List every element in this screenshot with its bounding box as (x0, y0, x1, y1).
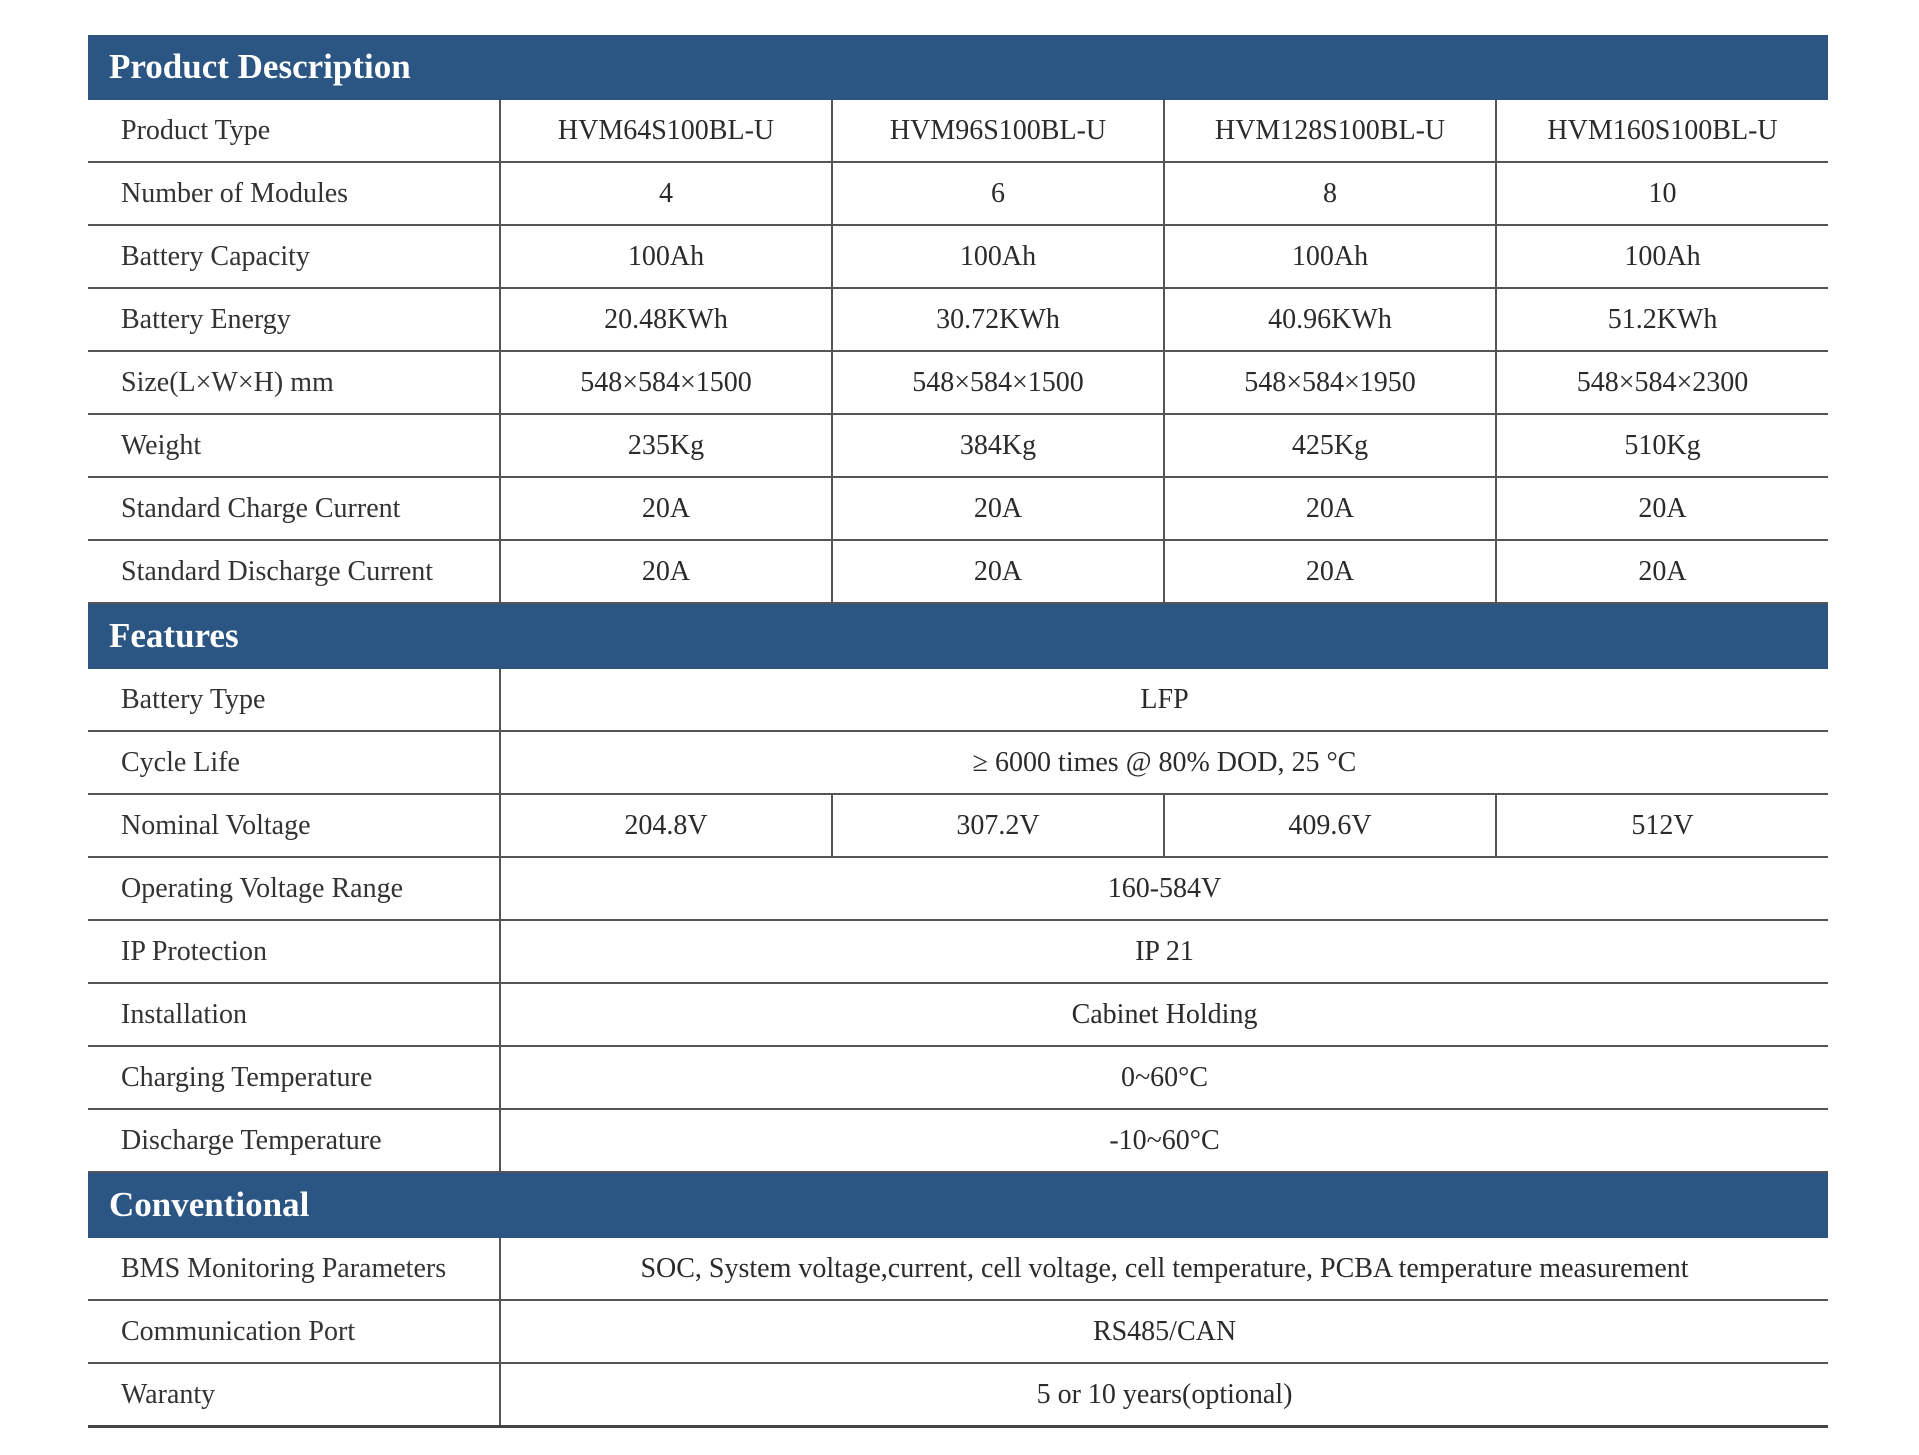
row-value: 512V (1496, 794, 1828, 857)
spec-row-battery-capacity (88, 225, 1828, 288)
row-label: BMS Monitoring Parameters (88, 1237, 500, 1300)
spec-row-bms-monitoring-parameters (88, 1237, 1828, 1300)
row-label: Nominal Voltage (88, 794, 500, 857)
row-value: ≥ 6000 times @ 80% DOD, 25 °C (500, 731, 1828, 794)
row-value: 20A (1496, 540, 1828, 603)
row-value: HVM64S100BL-U (500, 99, 832, 162)
row-label: Number of Modules (88, 162, 500, 225)
spec-row-battery-energy (88, 288, 1828, 351)
row-value: 4 (500, 162, 832, 225)
row-label: Communication Port (88, 1300, 500, 1363)
row-value: 30.72KWh (832, 288, 1164, 351)
row-label: Cycle Life (88, 731, 500, 794)
row-value: 548×584×2300 (1496, 351, 1828, 414)
row-value: 100Ah (832, 225, 1164, 288)
spec-row-product-type (88, 99, 1828, 162)
row-value: 235Kg (500, 414, 832, 477)
row-value: 548×584×1500 (500, 351, 832, 414)
row-value: HVM160S100BL-U (1496, 99, 1828, 162)
spec-row-operating-voltage-range (88, 857, 1828, 920)
section-title: Conventional (88, 1172, 1828, 1237)
row-value: 20A (832, 477, 1164, 540)
row-label: Battery Capacity (88, 225, 500, 288)
row-value: 100Ah (1496, 225, 1828, 288)
section-header-product-description (88, 35, 1828, 99)
row-value: 409.6V (1164, 794, 1496, 857)
spec-row-nominal-voltage (88, 794, 1828, 857)
row-value: 20.48KWh (500, 288, 832, 351)
spec-row-ip-protection (88, 920, 1828, 983)
row-value: 40.96KWh (1164, 288, 1496, 351)
row-label: Installation (88, 983, 500, 1046)
row-value: 204.8V (500, 794, 832, 857)
row-value: 20A (500, 477, 832, 540)
row-value: HVM128S100BL-U (1164, 99, 1496, 162)
spec-row-battery-type (88, 668, 1828, 731)
row-label: Waranty (88, 1363, 500, 1427)
row-value: 548×584×1950 (1164, 351, 1496, 414)
spec-row-installation (88, 983, 1828, 1046)
row-value: 160-584V (500, 857, 1828, 920)
row-label: Standard Discharge Current (88, 540, 500, 603)
spec-row-communication-port (88, 1300, 1828, 1363)
row-label: Standard Charge Current (88, 477, 500, 540)
row-label: Product Type (88, 99, 500, 162)
row-value: 6 (832, 162, 1164, 225)
row-label: Operating Voltage Range (88, 857, 500, 920)
row-value: SOC, System voltage,current, cell voltage, cell temperature, PCBA temperature measurement (500, 1237, 1828, 1300)
row-value: 307.2V (832, 794, 1164, 857)
spec-row-number-of-modules (88, 162, 1828, 225)
row-value: 548×584×1500 (832, 351, 1164, 414)
spec-row-standard-charge-current (88, 477, 1828, 540)
row-value: 20A (1496, 477, 1828, 540)
row-value: 8 (1164, 162, 1496, 225)
row-value: 0~60°C (500, 1046, 1828, 1109)
row-value: 51.2KWh (1496, 288, 1828, 351)
row-value: HVM96S100BL-U (832, 99, 1164, 162)
row-label: Battery Energy (88, 288, 500, 351)
spec-row-standard-discharge-current (88, 540, 1828, 603)
row-value: 20A (832, 540, 1164, 603)
row-label: Charging Temperature (88, 1046, 500, 1109)
row-value: 20A (1164, 540, 1496, 603)
row-value: LFP (500, 668, 1828, 731)
row-label: Weight (88, 414, 500, 477)
spec-row-size (88, 351, 1828, 414)
spec-row-cycle-life (88, 731, 1828, 794)
row-value: RS485/CAN (500, 1300, 1828, 1363)
row-value: 384Kg (832, 414, 1164, 477)
row-value: 5 or 10 years(optional) (500, 1363, 1828, 1427)
row-value: 510Kg (1496, 414, 1828, 477)
row-label: IP Protection (88, 920, 500, 983)
row-value: 100Ah (1164, 225, 1496, 288)
row-value: 425Kg (1164, 414, 1496, 477)
row-label: Battery Type (88, 668, 500, 731)
row-value: 10 (1496, 162, 1828, 225)
spec-row-warranty (88, 1363, 1828, 1427)
row-value: Cabinet Holding (500, 983, 1828, 1046)
spec-row-charging-temperature (88, 1046, 1828, 1109)
row-value: 20A (500, 540, 832, 603)
row-value: 20A (1164, 477, 1496, 540)
section-title: Product Description (88, 35, 1828, 99)
section-title: Features (88, 603, 1828, 668)
row-value: 100Ah (500, 225, 832, 288)
spec-sheet (88, 35, 1828, 1428)
spec-row-discharge-temperature (88, 1109, 1828, 1172)
row-label: Discharge Temperature (88, 1109, 500, 1172)
section-header-features (88, 603, 1828, 668)
row-label: Size(L×W×H) mm (88, 351, 500, 414)
section-header-conventional (88, 1172, 1828, 1237)
spec-row-weight (88, 414, 1828, 477)
spec-table (88, 35, 1828, 1428)
row-value: IP 21 (500, 920, 1828, 983)
row-value: -10~60°C (500, 1109, 1828, 1172)
